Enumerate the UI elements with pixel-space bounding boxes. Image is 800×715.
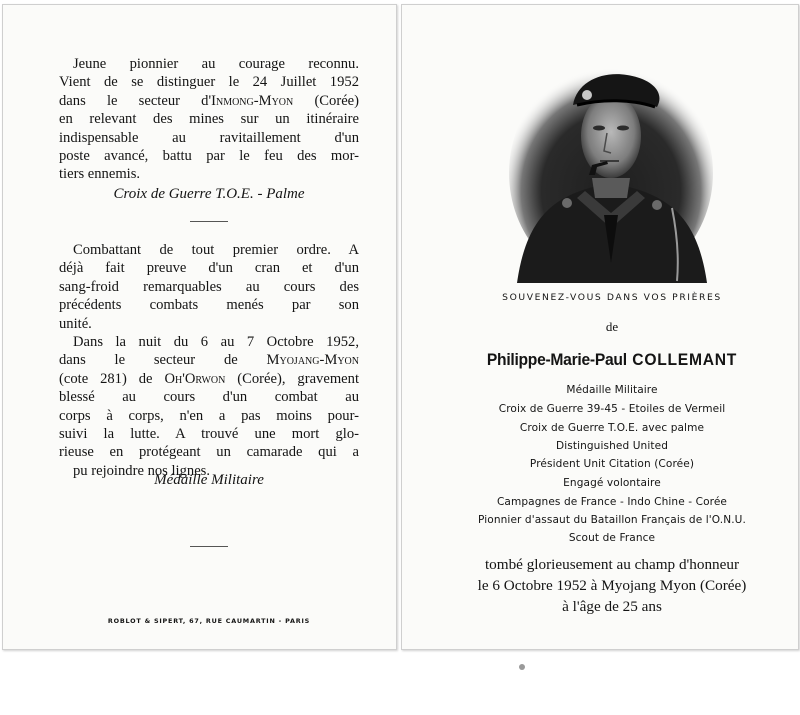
- given-names: Philippe-Marie-Paul: [486, 350, 627, 369]
- de-word: de: [605, 319, 619, 334]
- honour-line: Président Unit Citation (Corée): [529, 457, 695, 470]
- printer-imprint: ROBLOT & SIPERT, 67, RUE CAUMARTIN - PARIS: [107, 617, 311, 625]
- text-line: pu rejoindre nos lignes.: [73, 462, 210, 479]
- separator-dash: [190, 221, 228, 222]
- text-line: en relevant des mines sur un itinéraire: [59, 111, 359, 128]
- honour-line: Croix de Guerre 39-45 - Etoiles de Vermeil: [498, 402, 726, 415]
- paragraph-combattant: [59, 241, 359, 333]
- text-line: sang-froid remarquables au cours des: [59, 278, 359, 295]
- paragraph-first-citation: [59, 55, 359, 184]
- citation-medaille-militaire: Médaille Militaire: [154, 472, 264, 488]
- text-line: blessé au cours d'un combat au: [59, 389, 359, 406]
- prayer-heading: SOUVENEZ-VOUS DANS VOS PRIÈRES: [502, 292, 722, 303]
- right-card: [401, 4, 799, 650]
- text-line: déjà fait preuve d'un cran et d'un: [59, 260, 359, 277]
- honour-line: Engagé volontaire: [563, 476, 661, 489]
- closing-line: tombé glorieusement au champ d'honneur: [484, 556, 740, 573]
- text-line: Dans la nuit du 6 au 7 Octobre 1952,: [73, 334, 359, 350]
- text-line: (cote 281) de Oh'Orwon (Corée), gravement: [59, 370, 359, 387]
- text-line: Vient de se distinguer le 24 Juillet 1952: [59, 74, 359, 91]
- text-line: indispensable au ravitaillement d'un: [59, 129, 359, 146]
- honour-line: Distinguished United: [555, 439, 669, 452]
- place-name: Myojang-Myon: [266, 352, 359, 369]
- text-line: précédents combats menés par son: [59, 297, 359, 314]
- portrait-photo: [507, 33, 715, 283]
- text-line: poste avancé, battu par le feu des mor-: [59, 148, 359, 165]
- honour-line: Scout de France: [568, 531, 656, 544]
- paragraph-nuit-octobre: [59, 333, 359, 480]
- text-line: Combattant de tout premier ordre. A: [73, 242, 359, 258]
- citation-croix-de-guerre: Croix de Guerre T.O.E. - Palme: [113, 186, 305, 202]
- text-line: dans le secteur de Myojang-Myon: [59, 352, 359, 369]
- left-card: [2, 4, 397, 650]
- separator-dash: [190, 546, 228, 547]
- place-name: Inmong-Myon: [211, 92, 294, 109]
- surname: COLLEMANT: [632, 350, 738, 369]
- honour-line: Campagnes de France - Indo Chine - Corée: [496, 495, 728, 508]
- honour-line: Médaille Militaire: [566, 383, 658, 396]
- ink-dot: [519, 664, 525, 670]
- text-line: tiers ennemis.: [59, 166, 141, 183]
- honour-line: Pionnier d'assaut du Bataillon Français de l'O.N.U.: [478, 513, 746, 526]
- closing-line: à l'âge de 25 ans: [562, 598, 662, 615]
- deceased-name: [446, 350, 777, 370]
- honour-line: Croix de Guerre T.O.E. avec palme: [519, 421, 705, 434]
- text-line: rieuse en protégeant un camarade qui a: [59, 444, 359, 461]
- closing-line: le 6 Octobre 1952 à Myojang Myon (Corée): [477, 577, 747, 594]
- text-line: suivi la lutte. A trouvé une mort glo-: [59, 426, 359, 443]
- text-line: dans le secteur d'Inmong-Myon (Corée): [59, 92, 360, 109]
- text-line: Jeune pionnier au courage reconnu.: [73, 56, 359, 72]
- text-line: corps à corps, n'en a pas moins pour-: [59, 407, 359, 424]
- text-line: unité.: [59, 315, 92, 332]
- place-name: Oh'Orwon: [164, 370, 226, 387]
